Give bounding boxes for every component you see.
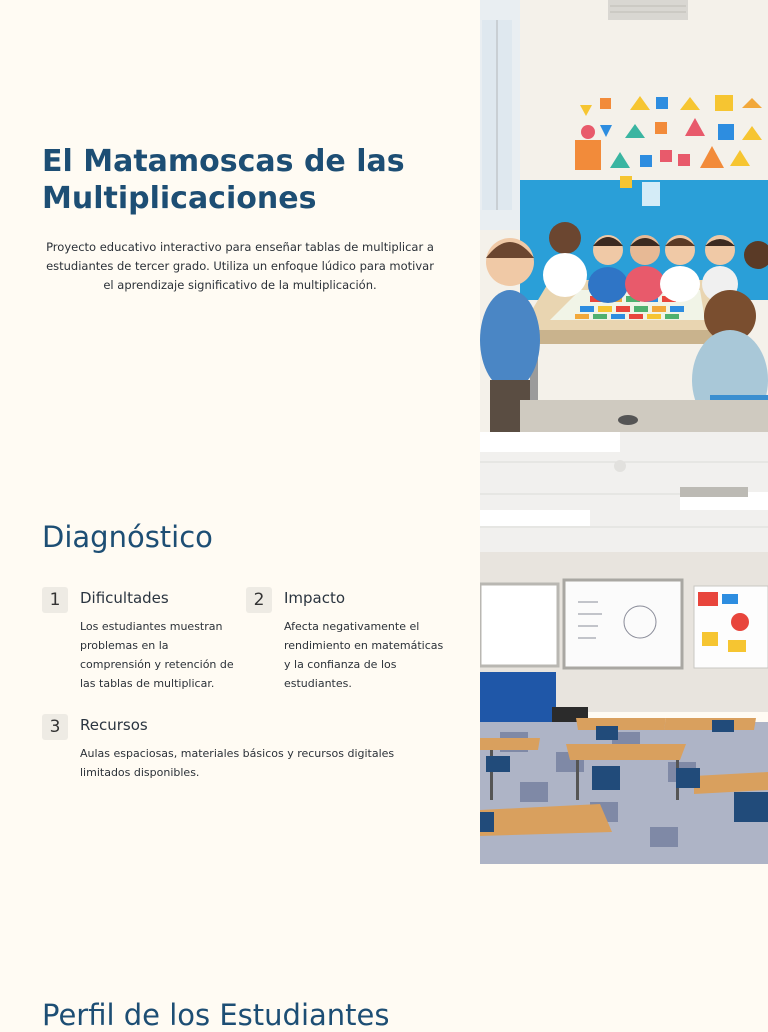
diagnostico-item-recursos: [42, 714, 438, 784]
item-title: Recursos: [80, 716, 148, 734]
item-number: 1: [42, 587, 68, 613]
item-title: Impacto: [284, 589, 346, 607]
classroom-children-photo: [480, 0, 768, 432]
empty-classroom-photo: [480, 432, 768, 864]
hero-section: [0, 0, 768, 432]
item-text: Afecta negativamente el rendimiento en matemáticas y la confianza de los estudiantes.: [284, 620, 444, 690]
item-text: Los estudiantes muestran problemas en la comprensión y retención de las tablas de multiplicar.: [80, 620, 234, 690]
diagnostico-section: [0, 432, 768, 864]
item-number: 2: [246, 587, 272, 613]
item-number: 3: [42, 714, 68, 740]
hero-description: Proyecto educativo interactivo para enseñar tablas de multiplicar a estudiantes de tercer grado. Utiliza un enfoque lúdico para motivar el aprendizaje significativo de la multiplicación.: [46, 240, 434, 292]
page-title: El Matamoscas de las Multiplicaciones: [42, 144, 405, 216]
diagnostico-item-impacto: [246, 587, 446, 697]
item-text: Aulas espaciosas, materiales básicos y recursos digitales limitados disponibles.: [80, 747, 395, 779]
item-title: Dificultades: [80, 589, 169, 607]
perfil-heading: Perfil de los Estudiantes: [42, 998, 390, 1032]
diagnostico-item-dificultades: [42, 587, 242, 697]
diagnostico-heading: Diagnóstico: [42, 520, 213, 554]
perfil-section: [0, 864, 768, 1032]
